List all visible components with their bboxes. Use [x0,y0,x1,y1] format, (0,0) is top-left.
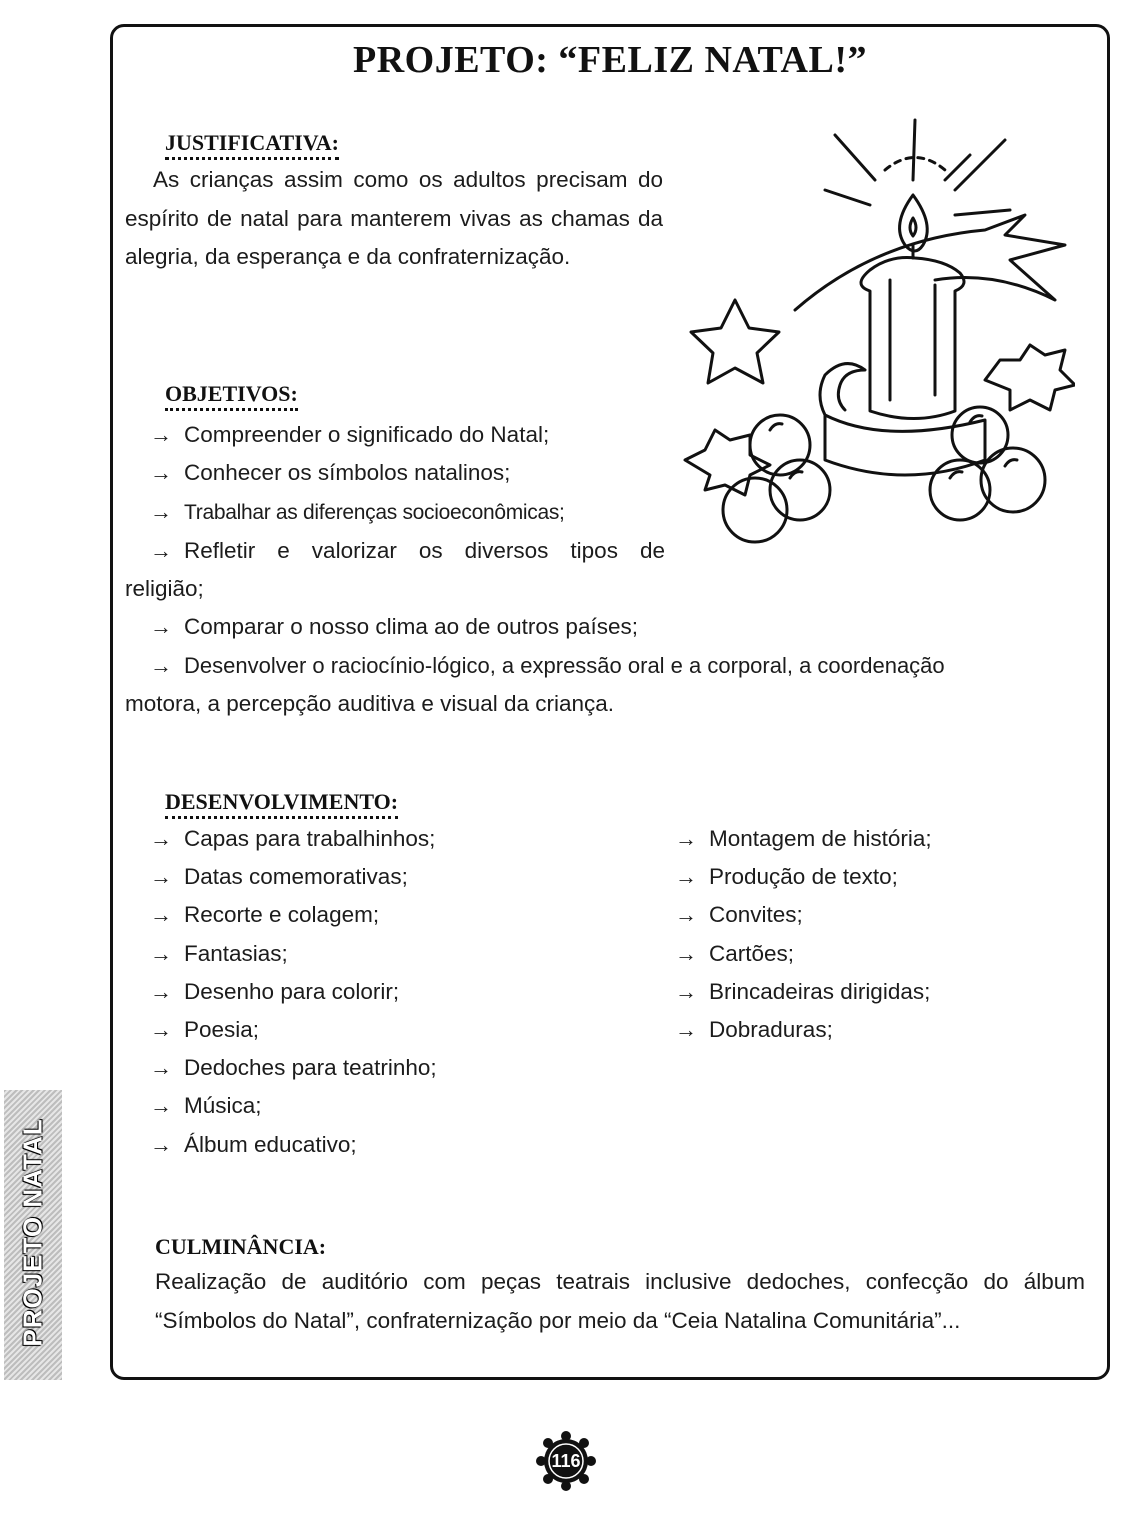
list-item: → Comparar o nosso clima ao de outros países; [125,608,1085,646]
justificativa-heading: JUSTIFICATIVA: [165,131,339,160]
side-tab-label: PROJETO NATAL [17,1118,48,1347]
arrow-icon: → [150,422,172,447]
justificativa-text: As crianças assim como os adultos precisam do espírito de natal para manterem vivas as chamas da alegria, da esperança e da confraternização. [125,167,663,270]
objetivos-heading: OBJETIVOS: [165,382,298,411]
arrow-icon: → [150,1016,172,1042]
arrow-icon: → [150,826,172,851]
list-item: → Trabalhar as diferenças socioeconômicas; [125,493,1085,532]
arrow-icon: → [150,978,172,1004]
desenvolvimento-left-list [150,820,437,1164]
list-item: → Cartões; [675,935,932,973]
arrow-icon: → [150,1131,172,1157]
arrow-icon: → [150,1055,172,1081]
arrow-icon: → [150,1093,172,1119]
list-item: → Poesia; [150,1011,437,1049]
list-item-continued: motora, a percepção auditiva e visual da criança. [125,691,615,717]
list-item: → Refletir e valorizar os diversos tipos de [125,532,665,570]
list-item-continued: religião; [125,576,204,602]
desenvolvimento-heading: DESENVOLVIMENTO: [165,790,398,819]
arrow-icon: → [675,940,697,966]
objetivos-list [125,416,1085,723]
arrow-icon: → [150,652,172,678]
list-item: → Compreender o significado do Natal; [125,416,1085,454]
culminancia-heading: CULMINÂNCIA: [155,1234,327,1259]
list-item: → Dobraduras; [675,1011,932,1049]
page-number-badge [533,1430,599,1492]
list-item: → Fantasias; [150,935,437,973]
arrow-icon: → [150,864,172,890]
list-item: → Desenvolver o raciocínio-lógico, a expressão oral e a corporal, a coordenação [125,647,1085,685]
list-item: → Datas comemorativas; [150,858,437,896]
list-item: → Música; [150,1087,437,1125]
arrow-icon: → [675,902,697,928]
list-item: → Produção de texto; [675,858,932,896]
list-item: → Convites; [675,896,932,934]
list-item: → Capas para trabalhinhos; [150,820,437,858]
culminancia-text: Realização de auditório com peças teatrais inclusive dedoches, confecção do álbum “Símbolos do Natal”, confraternização por meio da “Ceia Natalina Comunitária”... [155,1269,1085,1333]
list-item: → Álbum educativo; [150,1126,437,1164]
list-item: → Desenho para colorir; [150,973,437,1011]
arrow-icon: → [150,498,172,524]
arrow-icon: → [150,940,172,966]
side-tab [4,1090,62,1380]
arrow-icon: → [150,460,172,486]
arrow-icon: → [150,537,172,563]
arrow-icon: → [675,1016,697,1042]
arrow-icon: → [675,864,697,890]
list-item: → Montagem de história; [675,820,932,858]
list-item: → Brincadeiras dirigidas; [675,973,932,1011]
arrow-icon: → [150,902,172,928]
arrow-icon: → [150,614,172,640]
list-item: → Recorte e colagem; [150,896,437,934]
list-item: → Dedoches para teatrinho; [150,1049,437,1087]
list-item: → Conhecer os símbolos natalinos; [125,454,1085,492]
desenvolvimento-right-list [675,820,932,1049]
arrow-icon: → [675,978,697,1004]
arrow-icon: → [675,826,697,851]
page-number: 116 [551,1451,581,1471]
page-title: PROJETO: “FELIZ NATAL!” [353,39,867,81]
